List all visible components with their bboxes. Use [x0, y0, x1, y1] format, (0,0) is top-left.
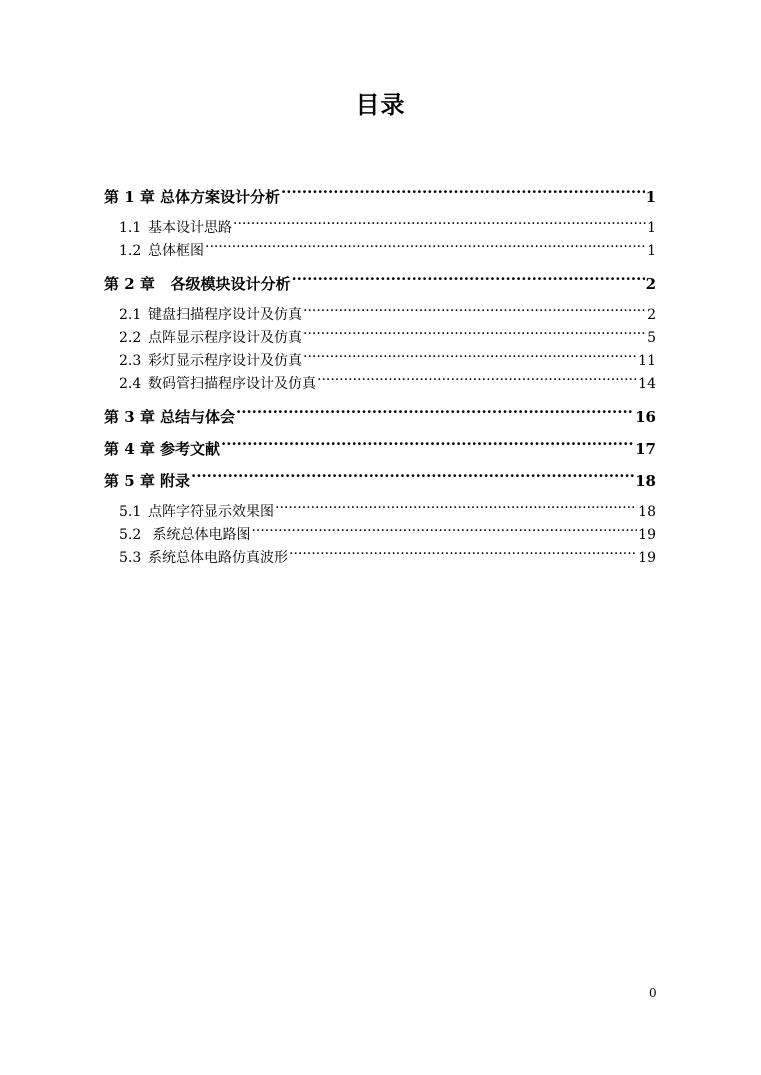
chapter-number: 第 5 章 — [104, 472, 155, 490]
section-number: 2.3 — [119, 353, 142, 369]
toc-section-2-2[interactable] — [104, 327, 656, 350]
chapter-title: 参考文献 — [160, 440, 221, 458]
dot-leader — [236, 407, 634, 422]
section-title: 数码管扫描程序设计及仿真 — [148, 376, 316, 392]
dot-leader — [303, 328, 646, 342]
section-title: 键盘扫描程序设计及仿真 — [148, 307, 302, 323]
toc-section-2-4[interactable] — [104, 373, 656, 396]
section-title: 彩灯显示程序设计及仿真 — [148, 353, 302, 369]
dot-leader — [303, 305, 646, 319]
section-title: 点阵字符显示效果图 — [148, 504, 274, 520]
dot-leader — [289, 548, 637, 562]
dot-leader — [275, 502, 637, 516]
chapter-title: 附录 — [160, 472, 191, 490]
section-number: 5.1 — [119, 504, 142, 520]
toc-chapter-1[interactable] — [104, 183, 656, 215]
section-number: 2.2 — [119, 330, 142, 346]
chapter-page-number: 18 — [635, 472, 656, 490]
section-page-number: 1 — [647, 243, 656, 259]
toc-section-5-1[interactable] — [104, 501, 656, 524]
chapter-number: 第 2 章 — [104, 275, 155, 293]
dot-leader — [233, 218, 646, 232]
table-of-contents — [104, 183, 656, 570]
dot-leader — [221, 439, 634, 454]
dot-leader — [317, 374, 637, 388]
dot-leader — [191, 471, 634, 486]
section-page-number: 19 — [638, 527, 656, 543]
section-number: 2.4 — [119, 376, 142, 392]
toc-chapter-5[interactable] — [104, 467, 656, 499]
section-page-number: 1 — [647, 220, 656, 236]
chapter-title: 总结与体会 — [160, 408, 236, 426]
toc-section-5-2[interactable] — [104, 524, 656, 547]
section-title: 总体框图 — [148, 243, 204, 259]
toc-chapter-3[interactable] — [104, 403, 656, 435]
section-number: 2.1 — [119, 307, 142, 323]
toc-chapter-2[interactable] — [104, 270, 656, 302]
section-number: 1.2 — [119, 243, 142, 259]
dot-leader — [205, 241, 646, 255]
toc-section-5-3[interactable] — [104, 547, 656, 570]
toc-title: 目录 — [355, 91, 406, 119]
section-page-number: 2 — [647, 307, 656, 323]
section-page-number: 5 — [647, 330, 656, 346]
chapter-title: 总体方案设计分析 — [160, 188, 281, 206]
section-page-number: 18 — [638, 504, 656, 520]
section-title: 点阵显示程序设计及仿真 — [148, 330, 302, 346]
chapter-page-number: 1 — [645, 188, 656, 206]
section-number: 1.1 — [119, 220, 142, 236]
dot-leader — [291, 274, 644, 289]
chapter-page-number: 17 — [635, 440, 656, 458]
toc-section-1-1[interactable] — [104, 217, 656, 240]
section-page-number: 11 — [638, 353, 656, 369]
toc-section-2-1[interactable] — [104, 304, 656, 327]
section-title: 基本设计思路 — [148, 220, 232, 236]
chapter-number: 第 1 章 — [104, 188, 155, 206]
chapter-page-number: 16 — [635, 408, 656, 426]
chapter-title: 各级模块设计分析 — [160, 275, 291, 293]
section-page-number: 14 — [638, 376, 656, 392]
section-number: 5.2 — [119, 527, 142, 543]
dot-leader — [281, 187, 645, 202]
section-title: 系统总体电路仿真波形 — [148, 550, 288, 566]
toc-section-2-3[interactable] — [104, 350, 656, 373]
section-title: 系统总体电路图 — [148, 527, 251, 543]
dot-leader — [251, 525, 637, 539]
chapter-number: 第 3 章 — [104, 408, 155, 426]
toc-chapter-4[interactable] — [104, 435, 656, 467]
section-number: 5.3 — [119, 550, 142, 566]
chapter-number: 第 4 章 — [104, 440, 155, 458]
page-footer-number: 0 — [649, 986, 657, 1000]
chapter-page-number: 2 — [645, 275, 656, 293]
section-page-number: 19 — [638, 550, 656, 566]
dot-leader — [303, 351, 637, 365]
toc-section-1-2[interactable] — [104, 240, 656, 263]
